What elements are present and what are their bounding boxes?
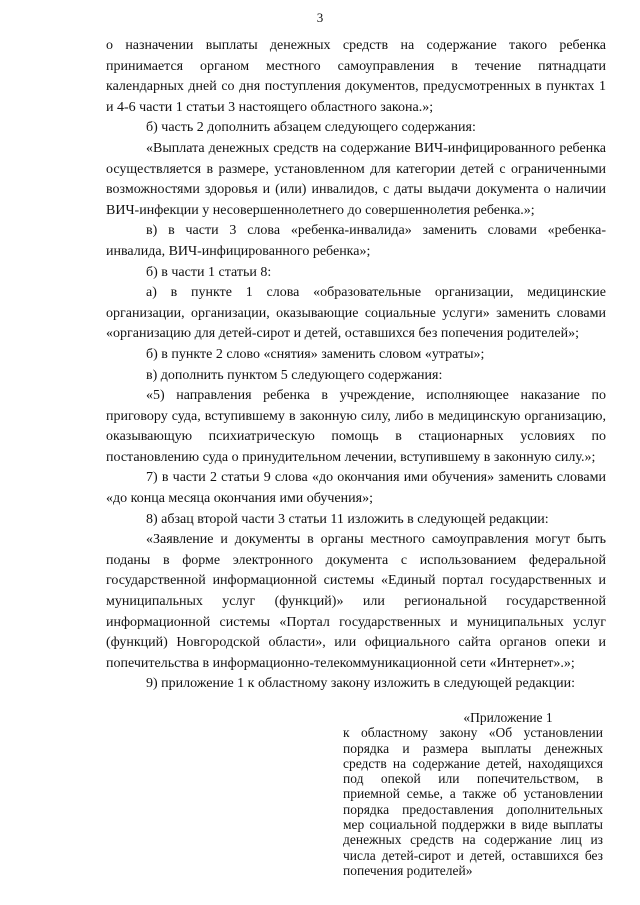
paragraph-item-8: 8) абзац второй части 3 статьи 11 изложить в следующей редакции: — [146, 511, 549, 527]
paragraph-quote-electronic: «Заявление и документы в органы местного самоуправления могут быть поданы в форме электронного документа с использованием федеральной государственной информационной системы «Единый портал государственных и муниципальных услуг (функций)» или региональной государственной информационной системы «Портал государственных и муниципальных услуг (функций) Новгородской области», или официального сайта органов опеки и попечительства в информационно-телекоммуникационной сети «Интернет».»; — [106, 532, 606, 671]
document-body — [106, 36, 606, 695]
paragraph-subitem-v: в) дополнить пунктом 5 следующего содержания: — [146, 367, 443, 383]
paragraph-item-b-part2: б) часть 2 дополнить абзацем следующего содержания: — [146, 120, 476, 136]
paragraph-continuation: о назначении выплаты денежных средств на содержание такого ребенка принимается органом местного самоуправления в течение пятнадцати календарных дней со дня поступления документов, предусмотренных в пунктах 1 и 4-6 части 1 статьи 3 настоящего областного закона.»; — [106, 38, 606, 115]
paragraph-item-7: 7) в части 2 статьи 9 слова «до окончания ими обучения» заменить словами «до конца месяца окончания ими обучения»; — [106, 470, 606, 507]
page-number: 3 — [316, 10, 324, 25]
paragraph-quote-item5: «5) направления ребенка в учреждение, исполняющее наказание по приговору суда, вступившему в законную силу, либо в медицинскую организацию, оказывающую психиатрическую помощь в стационарных условиях по постановлению суда о принудительном лечении, вступившему в законную силу.»; — [106, 388, 606, 465]
paragraph-item-9: 9) приложение 1 к областному закону изложить в следующей редакции: — [146, 676, 575, 692]
paragraph-subitem-b: б) в пункте 2 слово «снятия» заменить словом «утраты»; — [146, 346, 485, 362]
appendix-heading-block — [343, 710, 603, 878]
paragraph-subitem-a: а) в пункте 1 слова «образовательные организации, медицинские организации, организации, оказывающие социальные услуги» заменить словами «организацию для детей-сирот и детей, оставшихся без попечения родителей»; — [106, 285, 606, 342]
paragraph-item-6-article8: б) в части 1 статьи 8: — [146, 264, 272, 280]
appendix-subtitle: к областному закону «Об установлении порядка и размера выплаты денежных средств на содержание детей, находящихся под опекой или попечительством, в приемной семье, а также об установлении порядка предоставления дополнительных мер социальной поддержки в виде выплаты денежных средств на содержание лиц из числа детей-сирот и детей, оставшихся без попечения родителей» — [343, 725, 603, 878]
appendix-title: «Приложение 1 — [463, 710, 553, 725]
paragraph-quote-hiv-payment: «Выплата денежных средств на содержание ВИЧ-инфицированного ребенка осуществляется в размере, установленном для категории детей с ограниченными возможностями здоровья и (или) инвалидов, с даты выдачи документа о наличии ВИЧ-инфекции у несовершеннолетнего до совершеннолетия ребенка.»; — [106, 140, 606, 218]
paragraph-item-v-part3: в) в части 3 слова «ребенка-инвалида» заменить словами «ребенка-инвалида, ВИЧ-инфицированного ребенка»; — [106, 223, 606, 259]
